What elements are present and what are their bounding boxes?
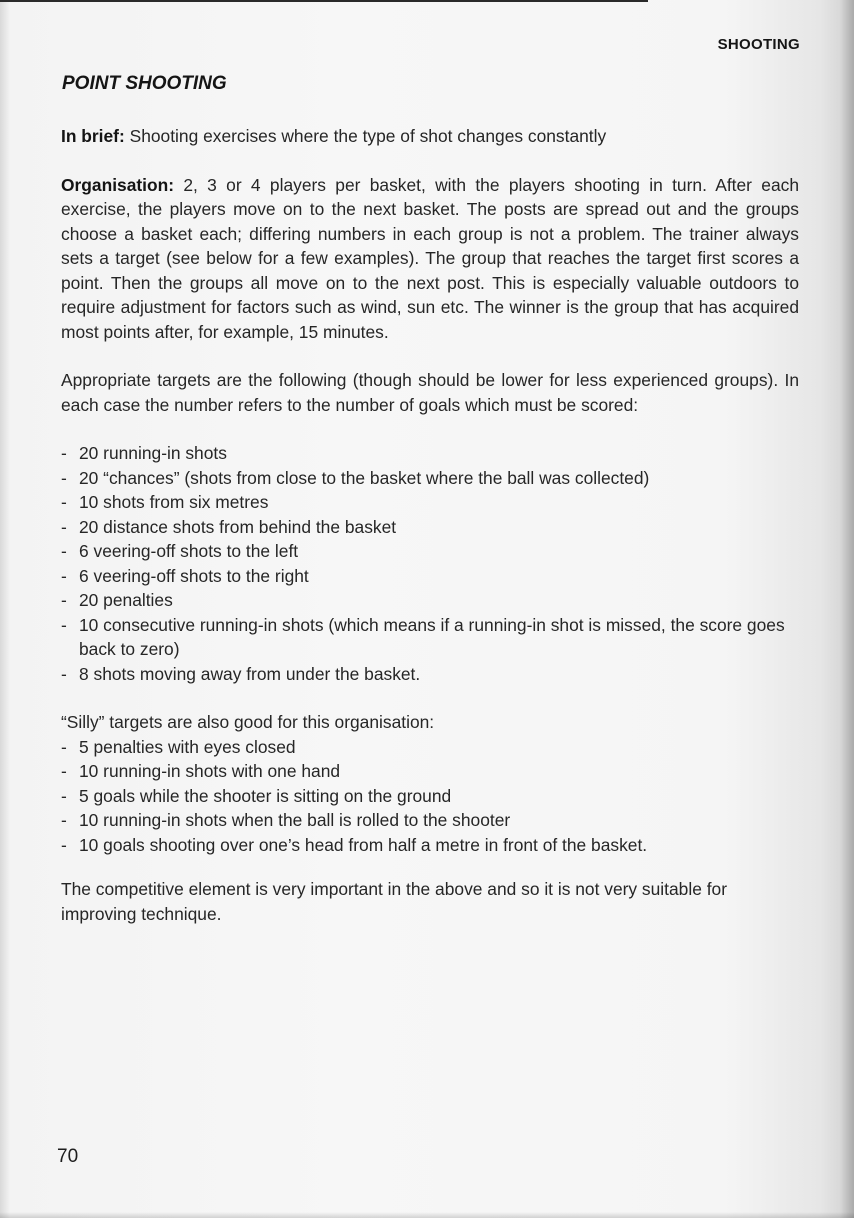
list-item: - 10 running-in shots with one hand bbox=[61, 759, 799, 784]
page-gutter-shadow bbox=[840, 0, 854, 1218]
list-item: - 10 shots from six metres bbox=[61, 490, 799, 515]
list-item: - 6 veering-off shots to the left bbox=[61, 539, 799, 564]
brief-text: Shooting exercises where the type of shot changes constantly bbox=[124, 126, 607, 146]
organisation-text: 2, 3 or 4 players per basket, with the players shooting in turn. After each exercise, the players move on to the next basket. The posts are spread out and the groups choose a basket each; differing numbers in each group is not a problem. The trainer always sets a target (see below for a few examples). The group that reaches the target first scores a point. Then the groups all move on to the next post. This is especially valuable outdoors to require adjustment for factors such as wind, sun etc. The winner is the group that has acquired most points after, for example, 15 minutes. bbox=[61, 174, 799, 342]
conclusion-paragraph: The competitive element is very important in the above and so it is not very suitable for improving technique. bbox=[61, 879, 727, 924]
silly-targets-intro: “Silly” targets are also good for this organisation: bbox=[61, 712, 435, 732]
list-item: - 20 penalties bbox=[61, 588, 799, 613]
organisation-paragraph bbox=[61, 173, 799, 345]
top-rule bbox=[0, 0, 648, 2]
list-item: - 5 penalties with eyes closed bbox=[61, 735, 799, 760]
organisation-label: Organisation: bbox=[61, 174, 175, 195]
appropriate-targets-paragraph: Appropriate targets are the following (though should be lower for less experienced groups). In each case the number refers to the number of goals which must be scored: bbox=[61, 370, 799, 415]
list-item: - 8 shots moving away from under the basket. bbox=[61, 662, 799, 687]
list-item: - 10 goals shooting over one’s head from half a metre in front of the basket. bbox=[61, 833, 799, 858]
list-item: - 20 distance shots from behind the basket bbox=[61, 515, 799, 540]
targets-list bbox=[61, 441, 799, 686]
list-item: - 5 goals while the shooter is sitting on the ground bbox=[61, 784, 799, 809]
section-title: POINT SHOOTING bbox=[62, 73, 227, 94]
running-head: SHOOTING bbox=[717, 36, 800, 53]
brief-paragraph bbox=[61, 124, 799, 149]
list-item: - 10 consecutive running-in shots (which means if a running-in shot is missed, the score goes back to zero) bbox=[61, 613, 799, 662]
page-bottom-shadow bbox=[0, 1212, 854, 1218]
silly-targets-list bbox=[61, 735, 799, 858]
list-item: - 20 “chances” (shots from close to the basket where the ball was collected) bbox=[61, 466, 799, 491]
list-item: - 10 running-in shots when the ball is rolled to the shooter bbox=[61, 808, 799, 833]
list-item: - 20 running-in shots bbox=[61, 441, 799, 466]
list-item: - 6 veering-off shots to the right bbox=[61, 564, 799, 589]
brief-label: In brief: bbox=[61, 126, 125, 146]
main-content bbox=[61, 124, 799, 926]
page-number: 70 bbox=[57, 1146, 79, 1167]
